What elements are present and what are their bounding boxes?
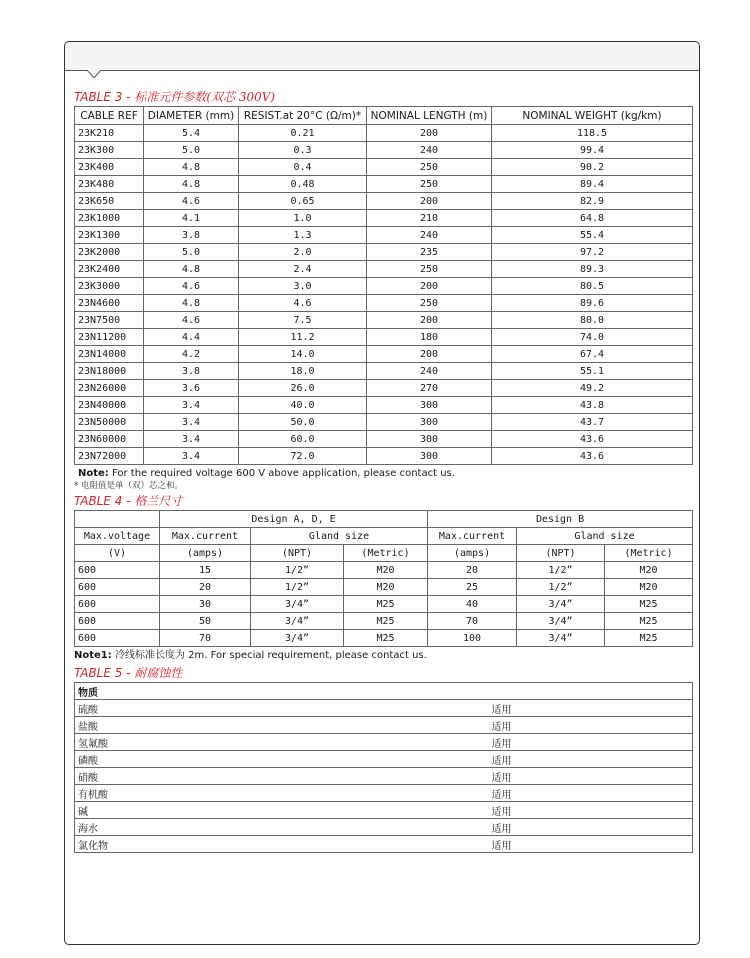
cable-ref-cell: 23N14000 (75, 346, 144, 363)
npt-b-cell: 1/2” (517, 562, 605, 579)
cable-ref-cell: 23K480 (75, 176, 144, 193)
resist-cell: 7.5 (239, 312, 367, 329)
spec-card (64, 41, 700, 945)
diameter-cell: 4.1 (144, 210, 239, 227)
diameter-cell: 5.4 (144, 125, 239, 142)
table5-body (75, 683, 693, 853)
max-voltage-cell: 600 (75, 562, 160, 579)
nominal-length-cell: 235 (367, 244, 492, 261)
metric-b-cell: M25 (605, 596, 693, 613)
npt-a-cell: 3/4” (251, 613, 344, 630)
substance-cell: 磷酸 (75, 751, 489, 768)
nominal-length-cell: 300 (367, 414, 492, 431)
nominal-length-cell: 200 (367, 278, 492, 295)
cable-ref-cell: 23K300 (75, 142, 144, 159)
nominal-weight-cell: 89.3 (492, 261, 693, 278)
nominal-length-cell: 210 (367, 210, 492, 227)
nominal-weight-cell: 43.7 (492, 414, 693, 431)
col-gland-size-b: Gland size (517, 528, 693, 545)
table3-body (75, 125, 693, 465)
npt-a-cell: 3/4” (251, 596, 344, 613)
table-row (75, 227, 693, 244)
unit-volts: (V) (75, 545, 160, 562)
table-row (75, 159, 693, 176)
suitability-cell: 适用 (489, 751, 693, 768)
substance-cell: 有机酸 (75, 785, 489, 802)
table-row (75, 261, 693, 278)
diameter-cell: 4.8 (144, 176, 239, 193)
unit-metric-a: (Metric) (344, 545, 428, 562)
metric-b-cell: M25 (605, 630, 693, 647)
cable-ref-cell: 23K3000 (75, 278, 144, 295)
resist-cell: 0.3 (239, 142, 367, 159)
table-row (75, 579, 693, 596)
nominal-length-cell: 180 (367, 329, 492, 346)
header-notch (87, 70, 101, 78)
table-row (75, 312, 693, 329)
resist-cell: 60.0 (239, 431, 367, 448)
table-row (75, 836, 693, 853)
table4-body (75, 511, 693, 647)
nominal-weight-cell: 89.6 (492, 295, 693, 312)
col-max-current-a: Max.current (160, 528, 251, 545)
cable-ref-cell: 23K650 (75, 193, 144, 210)
max-voltage-cell: 600 (75, 596, 160, 613)
col-cable-ref: CABLE REF (75, 107, 144, 125)
nominal-length-cell: 250 (367, 159, 492, 176)
metric-a-cell: M25 (344, 630, 428, 647)
cable-ref-cell: 23N18000 (75, 363, 144, 380)
table-row (75, 734, 693, 751)
max-current-a-cell: 50 (160, 613, 251, 630)
table-row (75, 414, 693, 431)
max-current-b-cell: 25 (428, 579, 517, 596)
nominal-length-cell: 240 (367, 142, 492, 159)
max-current-b-cell: 40 (428, 596, 517, 613)
cable-ref-cell: 23K210 (75, 125, 144, 142)
resist-cell: 1.3 (239, 227, 367, 244)
table-row (75, 329, 693, 346)
cable-ref-cell: 23K1000 (75, 210, 144, 227)
max-voltage-cell: 600 (75, 630, 160, 647)
col-nominal-length: NOMINAL LENGTH (m) (367, 107, 492, 125)
col-nominal-weight: NOMINAL WEIGHT (kg/km) (492, 107, 693, 125)
table-row (75, 176, 693, 193)
nominal-weight-cell: 89.4 (492, 176, 693, 193)
nominal-weight-cell: 55.4 (492, 227, 693, 244)
max-current-b-cell: 70 (428, 613, 517, 630)
cable-ref-cell: 23N40000 (75, 397, 144, 414)
npt-a-cell: 1/2” (251, 579, 344, 596)
npt-b-cell: 3/4” (517, 613, 605, 630)
cable-ref-cell: 23N26000 (75, 380, 144, 397)
table-row (75, 397, 693, 414)
table-row (75, 142, 693, 159)
col-diameter: DIAMETER (mm) (144, 107, 239, 125)
table3-header-row (75, 107, 693, 125)
col-max-voltage: Max.voltage (75, 528, 160, 545)
max-current-a-cell: 70 (160, 630, 251, 647)
max-voltage-cell: 600 (75, 613, 160, 630)
resist-cell: 26.0 (239, 380, 367, 397)
table-row (75, 819, 693, 836)
resist-cell: 0.21 (239, 125, 367, 142)
resist-cell: 72.0 (239, 448, 367, 465)
suitability-cell: 适用 (489, 819, 693, 836)
resist-cell: 3.0 (239, 278, 367, 295)
npt-b-cell: 1/2” (517, 579, 605, 596)
col-resist: RESIST.at 20°C (Ω/m)* (239, 107, 367, 125)
diameter-cell: 5.0 (144, 142, 239, 159)
table3-note: Note: For the required voltage 600 V above application, please contact us. (78, 468, 455, 479)
table4-group-row (75, 511, 693, 528)
suitability-cell: 适用 (489, 802, 693, 819)
table-row (75, 363, 693, 380)
table-row (75, 210, 693, 227)
metric-a-cell: M20 (344, 579, 428, 596)
nominal-length-cell: 300 (367, 397, 492, 414)
max-current-a-cell: 30 (160, 596, 251, 613)
cable-ref-cell: 23K1300 (75, 227, 144, 244)
table4-header-row (75, 528, 693, 545)
col-max-current-b: Max.current (428, 528, 517, 545)
table3-title: TABLE 3 - 标准元件参数(双芯 300V) (74, 90, 276, 104)
substance-cell: 氯化物 (75, 836, 489, 853)
diameter-cell: 3.4 (144, 431, 239, 448)
table-row (75, 295, 693, 312)
group-design-a: Design A, D, E (160, 511, 428, 528)
npt-b-cell: 3/4” (517, 630, 605, 647)
diameter-cell: 4.8 (144, 261, 239, 278)
diameter-cell: 3.4 (144, 397, 239, 414)
nominal-weight-cell: 64.8 (492, 210, 693, 227)
table-row (75, 346, 693, 363)
cable-ref-cell: 23N11200 (75, 329, 144, 346)
diameter-cell: 4.2 (144, 346, 239, 363)
unit-amps-b: (amps) (428, 545, 517, 562)
nominal-length-cell: 200 (367, 193, 492, 210)
cable-ref-cell: 23N72000 (75, 448, 144, 465)
table-row (75, 700, 693, 717)
table-row (75, 278, 693, 295)
cable-ref-cell: 23K2000 (75, 244, 144, 261)
table-row (75, 630, 693, 647)
unit-npt-b: (NPT) (517, 545, 605, 562)
suitability-cell: 适用 (489, 734, 693, 751)
diameter-cell: 4.6 (144, 278, 239, 295)
substance-cell: 硫酸 (75, 700, 489, 717)
max-current-a-cell: 20 (160, 579, 251, 596)
diameter-cell: 4.6 (144, 312, 239, 329)
diameter-cell: 4.4 (144, 329, 239, 346)
card-header (65, 42, 699, 71)
table4-unit-row (75, 545, 693, 562)
nominal-length-cell: 240 (367, 363, 492, 380)
nominal-weight-cell: 80.0 (492, 312, 693, 329)
nominal-length-cell: 200 (367, 312, 492, 329)
table3-footnote: * 电阻值是单（双）芯之和。 (74, 481, 183, 491)
metric-a-cell: M20 (344, 562, 428, 579)
diameter-cell: 3.8 (144, 363, 239, 380)
nominal-weight-cell: 43.8 (492, 397, 693, 414)
nominal-length-cell: 200 (367, 125, 492, 142)
substance-cell: 氢氟酸 (75, 734, 489, 751)
substance-cell: 碱 (75, 802, 489, 819)
resist-cell: 4.6 (239, 295, 367, 312)
table-row (75, 244, 693, 261)
nominal-weight-cell: 82.9 (492, 193, 693, 210)
suitability-cell: 适用 (489, 785, 693, 802)
cable-ref-cell: 23K2400 (75, 261, 144, 278)
nominal-length-cell: 240 (367, 227, 492, 244)
resist-cell: 0.65 (239, 193, 367, 210)
npt-a-cell: 1/2” (251, 562, 344, 579)
table5-header-row (75, 683, 693, 700)
max-current-b-cell: 100 (428, 630, 517, 647)
nominal-weight-cell: 99.4 (492, 142, 693, 159)
table-row (75, 562, 693, 579)
substance-cell: 海水 (75, 819, 489, 836)
npt-b-cell: 3/4” (517, 596, 605, 613)
max-current-a-cell: 15 (160, 562, 251, 579)
unit-npt-a: (NPT) (251, 545, 344, 562)
cable-ref-cell: 23N60000 (75, 431, 144, 448)
unit-amps-a: (amps) (160, 545, 251, 562)
resist-cell: 11.2 (239, 329, 367, 346)
resist-cell: 40.0 (239, 397, 367, 414)
npt-a-cell: 3/4” (251, 630, 344, 647)
suitability-cell: 适用 (489, 700, 693, 717)
metric-a-cell: M25 (344, 596, 428, 613)
nominal-length-cell: 250 (367, 295, 492, 312)
diameter-cell: 3.6 (144, 380, 239, 397)
substance-cell: 盐酸 (75, 717, 489, 734)
table-row (75, 802, 693, 819)
nominal-weight-cell: 55.1 (492, 363, 693, 380)
diameter-cell: 3.4 (144, 414, 239, 431)
diameter-cell: 3.8 (144, 227, 239, 244)
resist-cell: 0.48 (239, 176, 367, 193)
nominal-length-cell: 270 (367, 380, 492, 397)
suitability-cell: 适用 (489, 836, 693, 853)
suitability-cell: 适用 (489, 717, 693, 734)
table-row (75, 613, 693, 630)
corrosion-table (74, 682, 693, 853)
table-row (75, 785, 693, 802)
metric-a-cell: M25 (344, 613, 428, 630)
table-row (75, 193, 693, 210)
nominal-weight-cell: 43.6 (492, 431, 693, 448)
nominal-weight-cell: 74.0 (492, 329, 693, 346)
diameter-cell: 4.6 (144, 193, 239, 210)
table-row (75, 431, 693, 448)
nominal-weight-cell: 67.4 (492, 346, 693, 363)
table5-title: TABLE 5 - 耐腐蚀性 (74, 666, 183, 680)
resist-cell: 0.4 (239, 159, 367, 176)
group-design-b: Design B (428, 511, 693, 528)
max-voltage-cell: 600 (75, 579, 160, 596)
nominal-weight-cell: 49.2 (492, 380, 693, 397)
suitability-cell: 适用 (489, 768, 693, 785)
substance-cell: 硝酸 (75, 768, 489, 785)
metric-b-cell: M20 (605, 579, 693, 596)
nominal-weight-cell: 97.2 (492, 244, 693, 261)
col-substance: 物质 (75, 683, 693, 700)
max-current-b-cell: 20 (428, 562, 517, 579)
diameter-cell: 3.4 (144, 448, 239, 465)
cable-ref-cell: 23N7500 (75, 312, 144, 329)
card-content (74, 89, 692, 853)
metric-b-cell: M20 (605, 562, 693, 579)
nominal-weight-cell: 80.5 (492, 278, 693, 295)
table-row (75, 768, 693, 785)
nominal-weight-cell: 43.6 (492, 448, 693, 465)
blank-cell (75, 511, 160, 528)
cable-ref-cell: 23N4600 (75, 295, 144, 312)
resist-cell: 2.4 (239, 261, 367, 278)
table4-title: TABLE 4 - 格兰尺寸 (74, 494, 183, 508)
nominal-length-cell: 250 (367, 261, 492, 278)
nominal-length-cell: 200 (367, 346, 492, 363)
resist-cell: 50.0 (239, 414, 367, 431)
resist-cell: 14.0 (239, 346, 367, 363)
nominal-weight-cell: 118.5 (492, 125, 693, 142)
table-row (75, 751, 693, 768)
nominal-length-cell: 300 (367, 431, 492, 448)
cable-ref-cell: 23K400 (75, 159, 144, 176)
resist-cell: 1.0 (239, 210, 367, 227)
table-row (75, 380, 693, 397)
table-row (75, 596, 693, 613)
resist-cell: 2.0 (239, 244, 367, 261)
resist-cell: 18.0 (239, 363, 367, 380)
gland-size-table (74, 510, 693, 647)
cable-ref-cell: 23N50000 (75, 414, 144, 431)
unit-metric-b: (Metric) (605, 545, 693, 562)
col-gland-size-a: Gland size (251, 528, 428, 545)
diameter-cell: 4.8 (144, 159, 239, 176)
cable-spec-table (74, 106, 693, 465)
table4-note: Note1: 冷线标准长度为 2m. For special requirement, please contact us. (74, 650, 427, 661)
table-row (75, 717, 693, 734)
diameter-cell: 5.0 (144, 244, 239, 261)
nominal-length-cell: 250 (367, 176, 492, 193)
metric-b-cell: M25 (605, 613, 693, 630)
diameter-cell: 4.8 (144, 295, 239, 312)
nominal-length-cell: 300 (367, 448, 492, 465)
table-row (75, 125, 693, 142)
nominal-weight-cell: 90.2 (492, 159, 693, 176)
table-row (75, 448, 693, 465)
